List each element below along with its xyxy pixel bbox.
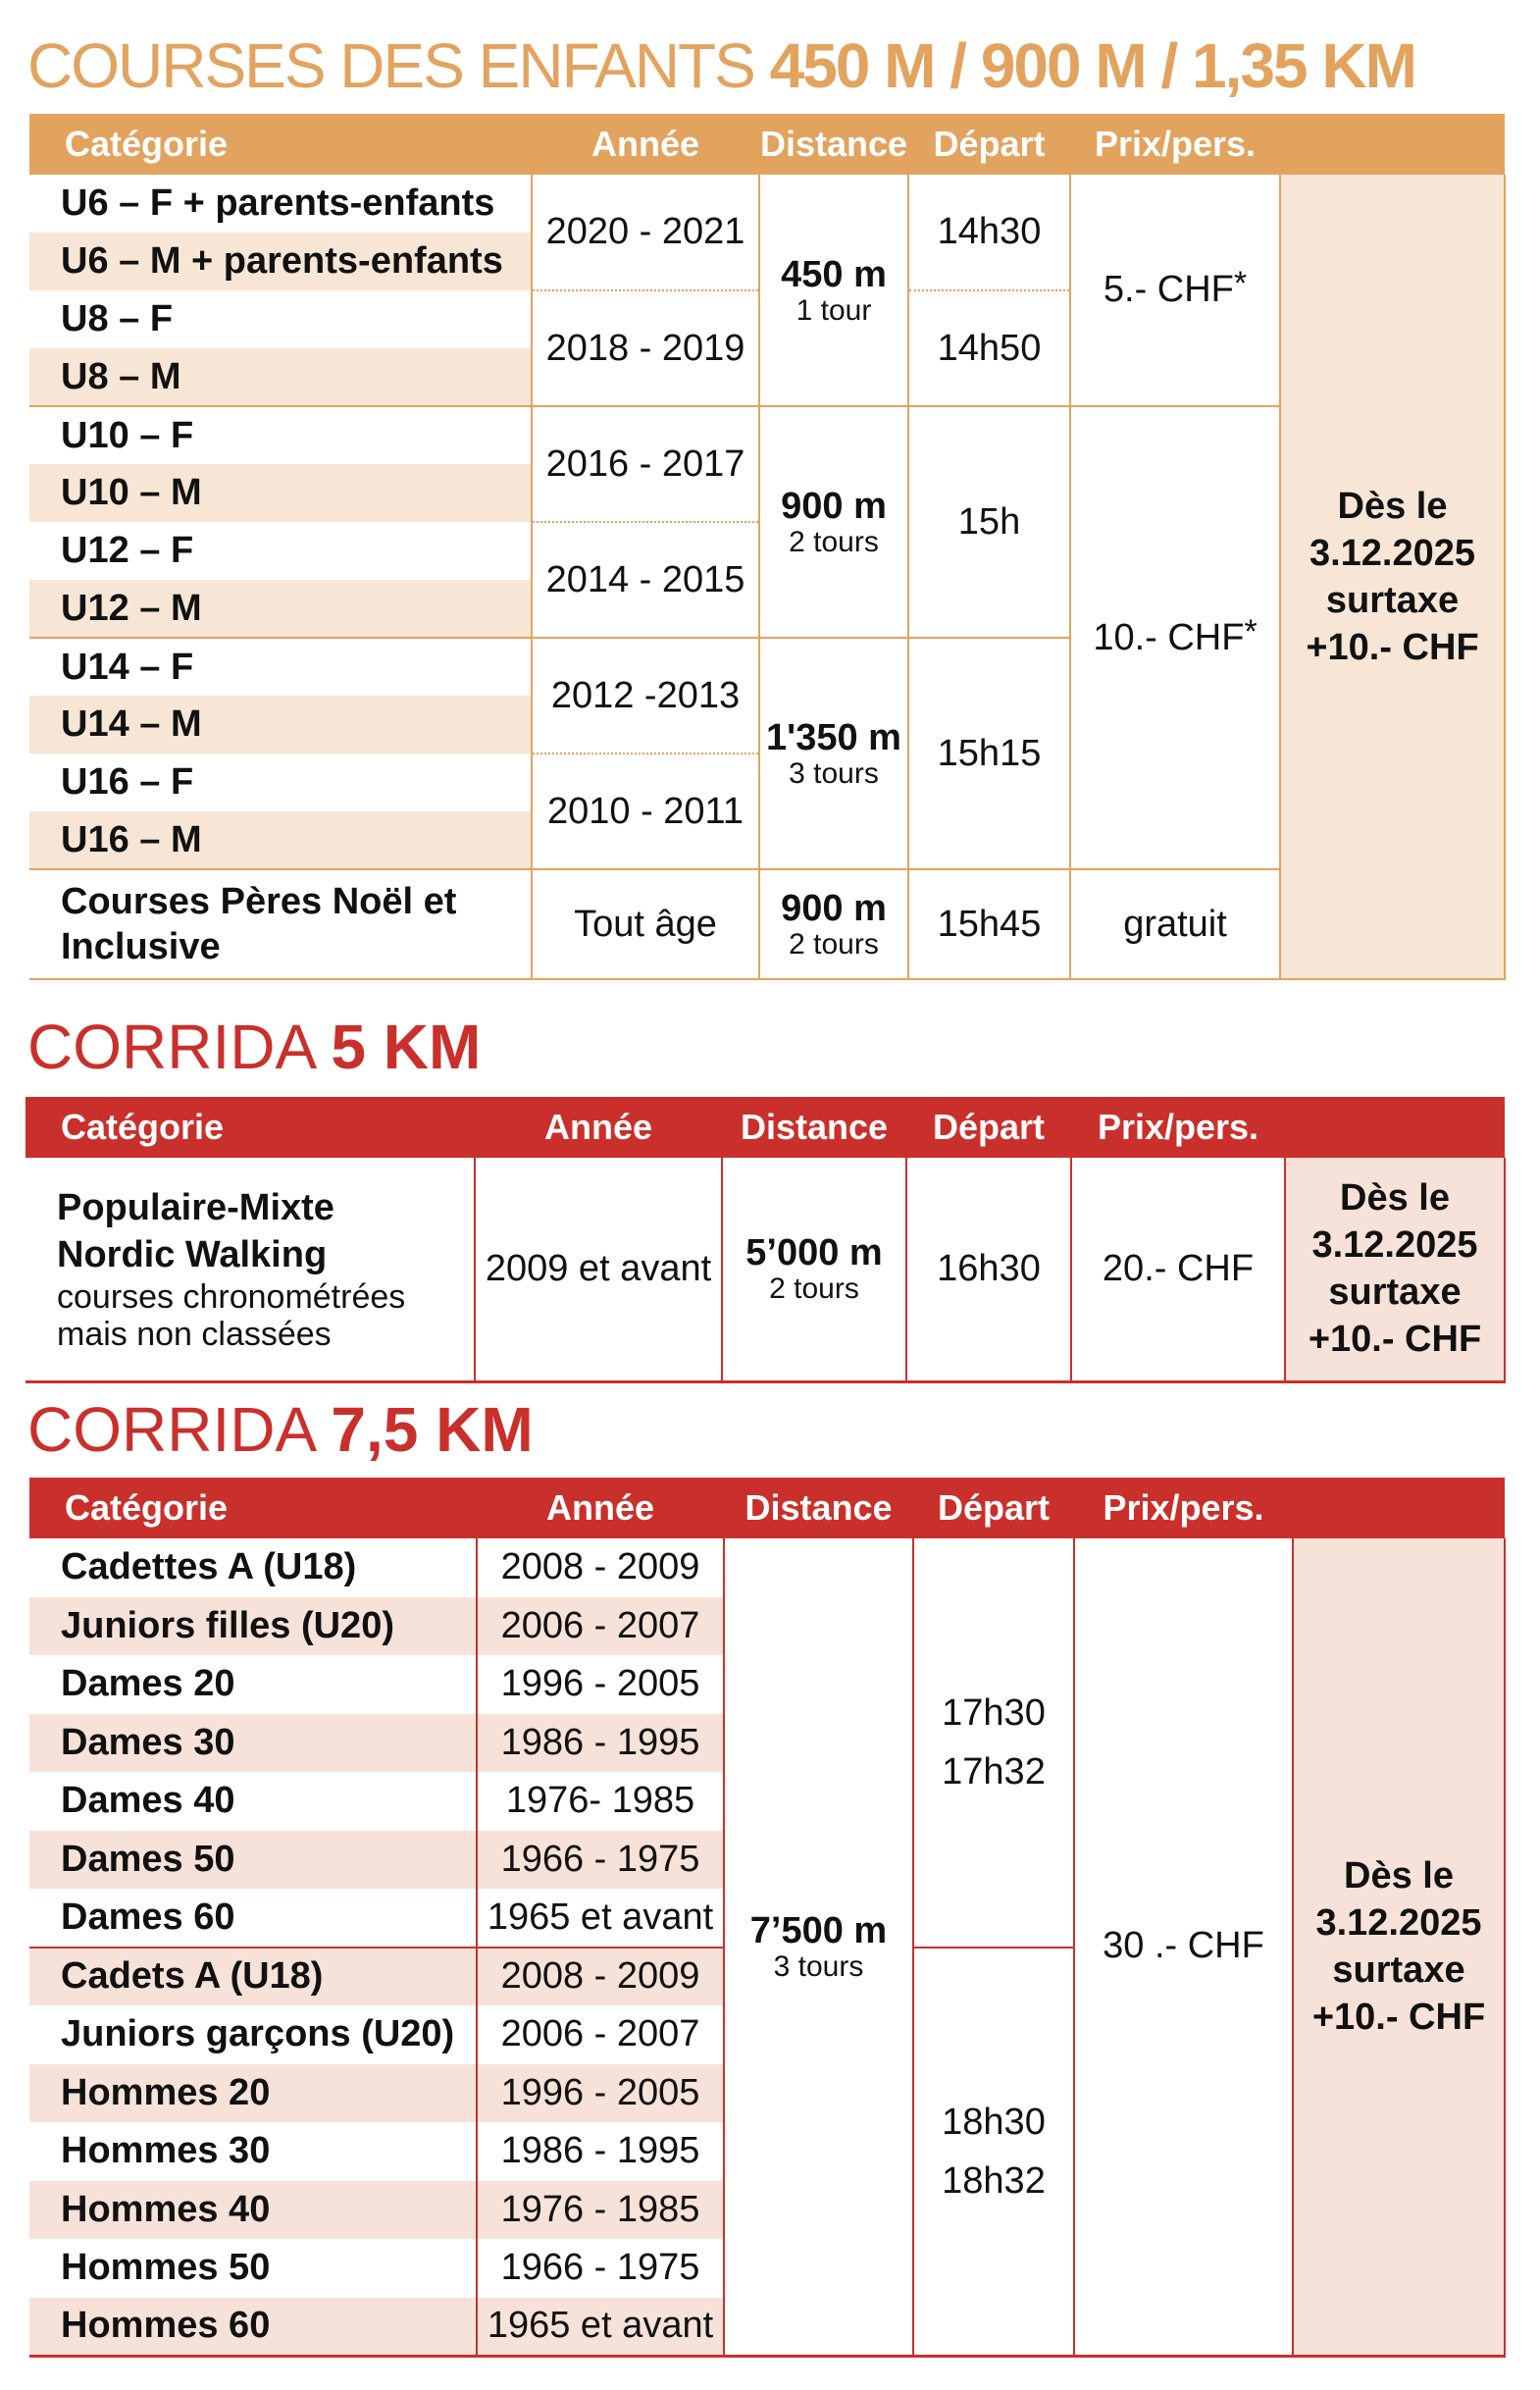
corrida5-surcharge-line: surtaxe — [1328, 1272, 1462, 1314]
corrida75-depart-women: 17h30 — [942, 1691, 1046, 1734]
corrida75-header-annee: Année — [545, 1487, 655, 1528]
corrida75-category: Dames 20 — [29, 1655, 477, 1714]
enfants-distance-main: 450 m — [781, 253, 887, 295]
enfants-category: U8 – F — [29, 290, 532, 348]
corrida75-category: Dames 30 — [29, 1714, 477, 1773]
corrida75-year: 2006 - 2007 — [477, 2005, 724, 2064]
corrida5-title-bold: 5 KM — [331, 1012, 482, 1082]
enfants-surcharge-line: +10.- CHF — [1306, 626, 1479, 668]
enfants-depart: 14h30 — [908, 175, 1070, 290]
corrida5-row — [26, 1158, 1505, 1381]
enfants-category: U10 – F — [29, 406, 532, 464]
enfants-distance-sub: 3 tours — [789, 757, 879, 790]
corrida75-year: 1976- 1985 — [477, 1772, 724, 1831]
corrida5-category-nordic: Nordic Walking — [57, 1234, 328, 1276]
corrida75-header-distance: Distance — [744, 1487, 893, 1528]
corrida75-table — [29, 1478, 1506, 2358]
corrida5-header-annee: Année — [543, 1107, 653, 1147]
corrida5-header-depart: Départ — [932, 1107, 1046, 1147]
enfants-year: 2010 - 2011 — [532, 753, 759, 869]
corrida75-category: Dames 40 — [29, 1772, 477, 1831]
enfants-category: U14 – M — [29, 696, 532, 753]
corrida75-surcharge-cell — [1293, 1538, 1505, 2356]
enfants-category: U12 – F — [29, 522, 532, 580]
corrida75-title-bold: 7,5 KM — [331, 1394, 534, 1465]
enfants-title-light: COURSES DES ENFANTS — [27, 30, 754, 101]
corrida5-header-categorie: Catégorie — [61, 1107, 225, 1147]
enfants-row — [29, 175, 1505, 233]
enfants-year: 2020 - 2021 — [532, 175, 759, 290]
asterisk-icon: * — [1244, 612, 1258, 650]
corrida75-header-row — [29, 1478, 1505, 1538]
corrida5-surcharge-cell — [1285, 1158, 1505, 1381]
corrida75-year: 1996 - 2005 — [477, 1655, 724, 1714]
enfants-price-cell — [1070, 175, 1280, 406]
corrida75-surcharge-line: +10.- CHF — [1311, 1996, 1486, 2038]
enfants-year: 2012 -2013 — [532, 638, 759, 753]
enfants-special-distance-sub: 2 tours — [789, 928, 879, 961]
enfants-distance-main: 1'350 m — [766, 717, 901, 758]
enfants-special-price: gratuit — [1070, 869, 1280, 979]
corrida75-year: 2006 - 2007 — [477, 1597, 724, 1656]
corrida5-distance-main: 5’000 m — [745, 1232, 883, 1274]
enfants-surcharge-line: surtaxe — [1325, 579, 1460, 621]
corrida75-depart-men-cell — [913, 1948, 1074, 2357]
enfants-category: U14 – F — [29, 638, 532, 696]
enfants-distance-sub: 1 tour — [796, 293, 872, 327]
enfants-depart: 15h15 — [908, 638, 1070, 869]
asterisk-icon: * — [1233, 265, 1248, 302]
enfants-depart: 14h50 — [908, 290, 1070, 406]
corrida5-surcharge-line: 3.12.2025 — [1311, 1224, 1478, 1267]
corrida5-category-note: courses chronométrées mais non classées — [57, 1278, 406, 1354]
enfants-category: U10 – M — [29, 464, 532, 522]
enfants-special-distance-cell — [759, 869, 908, 979]
enfants-distance-sub: 2 tours — [789, 526, 879, 558]
corrida75-category: Hommes 50 — [29, 2239, 477, 2298]
corrida75-year: 2008 - 2009 — [477, 1538, 724, 1597]
enfants-category: U6 – M + parents-enfants — [29, 233, 532, 290]
enfants-category: U16 – M — [29, 811, 532, 869]
corrida75-row — [29, 1538, 1505, 1597]
enfants-table — [29, 114, 1506, 980]
enfants-special-depart: 15h45 — [908, 869, 1070, 979]
corrida75-year: 1966 - 1975 — [477, 2239, 724, 2298]
enfants-header-blank — [1280, 114, 1505, 175]
corrida5-header-blank — [1285, 1097, 1505, 1158]
corrida75-category: Juniors filles (U20) — [29, 1597, 477, 1656]
corrida75-surcharge-line: surtaxe — [1332, 1948, 1465, 1991]
enfants-distance-main: 900 m — [781, 486, 887, 527]
corrida5-header-prix: Prix/pers. — [1097, 1107, 1259, 1147]
enfants-header-annee: Année — [590, 124, 700, 164]
corrida5-price: 20.- CHF — [1071, 1158, 1285, 1381]
corrida75-distance-sub: 3 tours — [773, 1949, 864, 1983]
corrida75-year: 1986 - 1995 — [477, 2122, 724, 2181]
enfants-category: U6 – F + parents-enfants — [29, 175, 532, 233]
corrida75-surcharge-line: 3.12.2025 — [1315, 1901, 1482, 1944]
corrida75-year: 2008 - 2009 — [477, 1948, 724, 2006]
corrida75-year: 1965 et avant — [477, 2298, 724, 2357]
enfants-special-distance-main: 900 m — [781, 888, 887, 929]
corrida75-header-depart: Départ — [937, 1487, 1051, 1528]
corrida5-header-row — [26, 1097, 1505, 1158]
corrida75-year: 1986 - 1995 — [477, 1714, 724, 1773]
enfants-year: 2014 - 2015 — [532, 522, 759, 638]
enfants-year: 2018 - 2019 — [532, 290, 759, 406]
corrida5-depart: 16h30 — [906, 1158, 1071, 1381]
corrida75-category: Hommes 20 — [29, 2064, 477, 2123]
corrida75-year: 1976 - 1985 — [477, 2181, 724, 2240]
corrida5-header-distance: Distance — [740, 1107, 889, 1147]
enfants-price: 5.- CHF — [1103, 269, 1234, 310]
enfants-distance-cell — [759, 175, 908, 406]
corrida5-title-light: CORRIDA — [27, 1012, 314, 1082]
enfants-special-year: Tout âge — [532, 869, 759, 979]
enfants-header-distance: Distance — [759, 124, 908, 164]
enfants-price: 10.- CHF — [1093, 616, 1245, 658]
enfants-surcharge-cell — [1280, 175, 1505, 979]
corrida5-surcharge-line: +10.- CHF — [1308, 1319, 1482, 1361]
corrida75-header-prix: Prix/pers. — [1103, 1487, 1264, 1528]
corrida5-table — [26, 1097, 1506, 1383]
enfants-header-categorie: Catégorie — [65, 124, 229, 164]
enfants-header-depart: Départ — [933, 124, 1046, 164]
corrida5-distance-sub: 2 tours — [769, 1273, 859, 1306]
enfants-header-prix: Prix/pers. — [1094, 124, 1257, 164]
enfants-title — [27, 29, 1415, 102]
corrida5-year: 2009 et avant — [475, 1158, 722, 1381]
corrida75-depart-women-cell — [913, 1538, 1074, 1948]
enfants-header-row — [29, 114, 1505, 175]
enfants-year: 2016 - 2017 — [532, 406, 759, 522]
corrida75-category: Cadets A (U18) — [29, 1948, 477, 2006]
corrida75-distance-main: 7’500 m — [749, 1909, 888, 1951]
corrida75-year: 1965 et avant — [477, 1889, 724, 1948]
enfants-distance-cell — [759, 406, 908, 638]
enfants-category: U8 – M — [29, 348, 532, 406]
corrida75-year: 1996 - 2005 — [477, 2064, 724, 2123]
corrida75-category: Dames 50 — [29, 1831, 477, 1890]
corrida75-depart-men: 18h30 — [942, 2101, 1046, 2143]
corrida75-header-blank — [1293, 1478, 1505, 1538]
corrida75-category: Juniors garçons (U20) — [29, 2005, 477, 2064]
corrida75-category: Hommes 30 — [29, 2122, 477, 2181]
corrida75-surcharge-line: Dès le — [1344, 1854, 1454, 1896]
enfants-surcharge-line: Dès le — [1337, 485, 1448, 527]
enfants-depart: 15h — [908, 406, 1070, 638]
corrida75-distance-cell — [724, 1538, 913, 2356]
corrida75-category: Hommes 60 — [29, 2298, 477, 2357]
corrida5-distance-cell — [722, 1158, 906, 1381]
enfants-distance-cell — [759, 638, 908, 869]
corrida75-title-light: CORRIDA — [27, 1394, 314, 1465]
enfants-price-cell — [1070, 406, 1280, 869]
corrida75-depart-women: 17h32 — [942, 1750, 1046, 1792]
enfants-title-bold: 450 M / 900 M / 1,35 KM — [769, 30, 1415, 101]
corrida75-header-categorie: Catégorie — [65, 1487, 229, 1528]
corrida75-price: 30 .- CHF — [1074, 1538, 1293, 2356]
corrida75-year: 1966 - 1975 — [477, 1831, 724, 1890]
corrida5-category-cell — [26, 1158, 475, 1381]
corrida75-title — [27, 1393, 534, 1466]
corrida5-category-populaire: Populaire-Mixte — [57, 1187, 334, 1229]
corrida75-category: Hommes 40 — [29, 2181, 477, 2240]
enfants-surcharge-line: 3.12.2025 — [1309, 532, 1476, 574]
enfants-category: U12 – M — [29, 580, 532, 638]
enfants-special-category: Courses Pères Noël et Inclusive — [29, 869, 532, 979]
corrida75-category: Dames 60 — [29, 1889, 477, 1948]
enfants-category: U16 – F — [29, 753, 532, 811]
corrida75-depart-men: 18h32 — [942, 2159, 1046, 2202]
corrida5-title — [27, 1011, 481, 1083]
corrida5-surcharge-line: Dès le — [1340, 1177, 1450, 1220]
corrida75-category: Cadettes A (U18) — [29, 1538, 477, 1597]
